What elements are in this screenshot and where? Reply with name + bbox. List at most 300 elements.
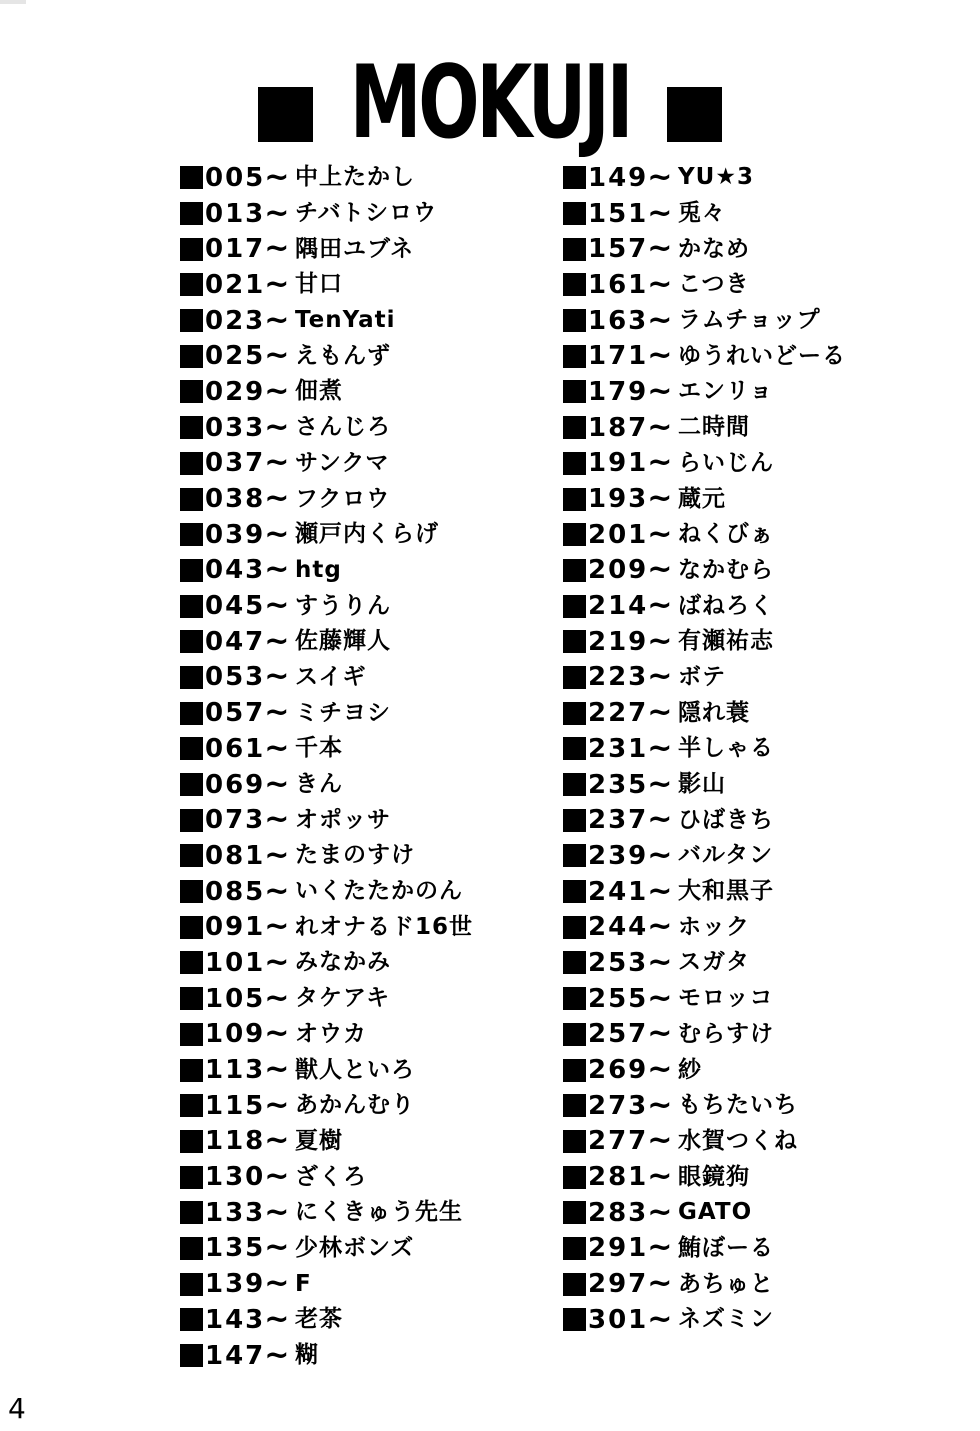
square-bullet-icon [563,238,586,261]
entry-start-page: 005 [205,162,266,193]
entry-start-page: 187 [588,412,649,443]
square-bullet-icon [563,1273,586,1296]
toc-column-left [180,160,473,1373]
entry-start-page: 033 [205,412,266,443]
entry-artist-name: いくたたかのん [295,878,463,905]
entry-artist-name: ひばきち [678,806,774,833]
entry-start-page: 061 [205,733,266,764]
toc-entry [180,624,473,660]
entry-page-range [180,445,295,481]
toc-entry [563,1159,846,1195]
entry-start-page: 013 [205,198,266,229]
entry-artist-name: 瀬戸内くらげ [295,521,439,548]
entry-artist-name: ボテ [678,663,726,690]
toc-entry [180,909,473,945]
entry-start-page: 069 [205,769,266,800]
entry-page-range [563,766,678,802]
entry-start-page: 113 [205,1055,266,1086]
entry-page-range [180,266,295,302]
entry-artist-name: オポッサ [295,806,391,833]
entry-start-page: 053 [205,662,266,693]
entry-start-page: 085 [205,876,266,907]
entry-artist-name: きん [295,771,343,798]
square-bullet-icon [180,1166,203,1189]
toc-entry [180,338,473,374]
entry-artist-name: エンリョ [678,378,774,405]
entry-artist-name: にくきゅう先生 [295,1199,463,1226]
entry-artist-name: さんじろ [295,414,391,441]
square-bullet-icon [563,987,586,1010]
toc-entry [180,374,473,410]
entry-start-page: 283 [588,1197,649,1228]
entry-page-range [180,659,295,695]
entry-range-tilde: ~ [647,588,673,624]
toc-column-right [563,160,846,1338]
square-bullet-icon [563,202,586,225]
square-bullet-icon [180,202,203,225]
square-bullet-icon [563,916,586,939]
square-bullet-icon [180,273,203,296]
entry-range-tilde: ~ [647,802,673,838]
entry-range-tilde: ~ [264,873,290,909]
toc-entry [563,446,846,482]
entry-artist-name: 影山 [678,771,726,798]
entry-page-range [180,373,295,409]
entry-artist-name: えもんず [295,342,391,369]
entry-range-tilde: ~ [647,195,673,231]
square-bullet-icon [180,666,203,689]
entry-start-page: 269 [588,1055,649,1086]
entry-page-range [563,909,678,945]
toc-entry [180,160,473,196]
entry-artist-name: タケアキ [295,985,391,1012]
entry-range-tilde: ~ [647,445,673,481]
toc-entry [563,410,846,446]
entry-page-range [563,1159,678,1195]
entry-page-range [563,481,678,517]
entry-page-range [563,266,678,302]
entry-page-range [563,695,678,731]
toc-entry [563,624,846,660]
square-bullet-icon [180,309,203,332]
entry-page-range [180,1087,295,1123]
entry-start-page: 039 [205,519,266,550]
toc-entry [563,802,846,838]
entry-artist-name: TenYati [295,307,396,334]
entry-artist-name: 兎々 [678,200,726,227]
entry-range-tilde: ~ [264,552,290,588]
square-bullet-icon [180,380,203,403]
entry-start-page: 244 [588,912,649,943]
entry-range-tilde: ~ [647,1301,673,1337]
entry-range-tilde: ~ [647,1016,673,1052]
entry-start-page: 231 [588,733,649,764]
entry-page-range [180,873,295,909]
toc-entry [563,1017,846,1053]
entry-start-page: 043 [205,555,266,586]
entry-page-range [180,302,295,338]
square-bullet-icon [180,951,203,974]
toc-entry [563,1231,846,1267]
toc-entry [563,660,846,696]
entry-range-tilde: ~ [264,766,290,802]
entry-start-page: 219 [588,626,649,657]
entry-range-tilde: ~ [264,802,290,838]
square-bullet-icon [180,916,203,939]
entry-page-range [180,1301,295,1337]
entry-artist-name: フクロウ [295,485,391,512]
entry-page-range [563,1087,678,1123]
entry-artist-name: ねくびぁ [678,521,774,548]
square-bullet-icon [563,1059,586,1082]
entry-range-tilde: ~ [647,516,673,552]
toc-entry [180,802,473,838]
entry-start-page: 101 [205,947,266,978]
entry-artist-name: スガタ [678,949,750,976]
entry-artist-name: 老茶 [295,1306,343,1333]
square-bullet-icon [563,809,586,832]
entry-artist-name: 蔵元 [678,485,726,512]
square-bullet-icon [563,452,586,475]
entry-artist-name: オウカ [295,1020,367,1047]
toc-entry [180,267,473,303]
entry-range-tilde: ~ [647,944,673,980]
entry-page-range [563,231,678,267]
toc-entry [180,517,473,553]
square-bullet-icon [563,666,586,689]
entry-range-tilde: ~ [264,837,290,873]
entry-range-tilde: ~ [264,659,290,695]
entry-artist-name: 鮪ぼーる [678,1234,774,1261]
entry-start-page: 081 [205,840,266,871]
entry-page-range [563,944,678,980]
entry-range-tilde: ~ [647,873,673,909]
square-bullet-icon [180,1273,203,1296]
entry-page-range [180,730,295,766]
square-bullet-icon [180,844,203,867]
entry-page-range [180,695,295,731]
entry-range-tilde: ~ [264,980,290,1016]
entry-artist-name: F [295,1270,312,1297]
entry-range-tilde: ~ [264,1159,290,1195]
entry-start-page: 163 [588,305,649,336]
entry-start-page: 237 [588,805,649,836]
entry-range-tilde: ~ [264,445,290,481]
square-bullet-icon [563,595,586,618]
entry-artist-name: 中上たかし [295,164,415,191]
entry-page-range [180,588,295,624]
entry-artist-name: 二時間 [678,414,750,441]
toc-entry [180,1231,473,1267]
entry-page-range [563,445,678,481]
toc-entry [180,1266,473,1302]
entry-start-page: 017 [205,234,266,265]
entry-start-page: 118 [205,1126,266,1157]
square-bullet-icon [563,1130,586,1153]
entry-start-page: 193 [588,484,649,515]
toc-entry [563,695,846,731]
square-bullet-icon [563,1201,586,1224]
toc-entry [180,1052,473,1088]
entry-page-range [563,338,678,374]
toc-entry [180,588,473,624]
entry-range-tilde: ~ [264,1087,290,1123]
toc-entry [180,481,473,517]
toc-entry [563,338,846,374]
toc-entry [180,1159,473,1195]
entry-range-tilde: ~ [264,1194,290,1230]
entry-artist-name: 少林ボンズ [295,1234,415,1261]
entry-range-tilde: ~ [647,338,673,374]
entry-page-range [563,1230,678,1266]
entry-range-tilde: ~ [264,1123,290,1159]
entry-page-range [563,516,678,552]
entry-start-page: 179 [588,376,649,407]
toc-entry [180,1017,473,1053]
square-bullet-icon [563,951,586,974]
entry-page-range [563,1194,678,1230]
square-bullet-icon [563,1166,586,1189]
toc-entry [563,231,846,267]
page-number: 4 [8,1392,26,1425]
entry-start-page: 273 [588,1090,649,1121]
entry-range-tilde: ~ [264,944,290,980]
page-title-text: MOKUJI [349,43,631,161]
entry-start-page: 214 [588,591,649,622]
entry-artist-name: ばねろく [678,592,774,619]
entry-page-range [180,195,295,231]
entry-artist-name: たまのすけ [295,842,415,869]
toc-entry [563,1266,846,1302]
entry-start-page: 157 [588,234,649,265]
toc-entry [180,410,473,446]
entry-range-tilde: ~ [647,659,673,695]
entry-page-range [180,231,295,267]
entry-artist-name: なかむら [678,556,774,583]
entry-artist-name: バルタン [678,842,774,869]
toc-entry [180,1195,473,1231]
entry-artist-name: 眼鏡狗 [678,1163,750,1190]
square-bullet-icon [180,488,203,511]
entry-start-page: 255 [588,983,649,1014]
entry-artist-name: あちゅと [678,1270,774,1297]
entry-start-page: 291 [588,1233,649,1264]
square-bullet-icon [563,844,586,867]
square-bullet-icon [180,416,203,439]
toc-entry [180,553,473,589]
entry-start-page: 257 [588,1019,649,1050]
entry-start-page: 147 [205,1340,266,1371]
toc-entry [563,1088,846,1124]
entry-page-range [180,1337,295,1373]
toc-entry [563,981,846,1017]
entry-range-tilde: ~ [264,231,290,267]
square-bullet-icon [180,630,203,653]
entry-range-tilde: ~ [647,730,673,766]
entry-page-range [180,338,295,374]
square-bullet-icon [180,880,203,903]
entry-range-tilde: ~ [647,266,673,302]
square-bullet-icon [180,702,203,725]
entry-page-range [180,409,295,445]
entry-range-tilde: ~ [647,302,673,338]
entry-start-page: 091 [205,912,266,943]
entry-range-tilde: ~ [647,837,673,873]
entry-page-range [180,159,295,195]
entry-artist-name: もちたいち [678,1092,798,1119]
entry-start-page: 241 [588,876,649,907]
scan-smudge [0,0,26,4]
toc-entry [563,374,846,410]
entry-range-tilde: ~ [647,552,673,588]
toc-entry [180,767,473,803]
entry-start-page: 239 [588,840,649,871]
toc-entry [180,446,473,482]
entry-range-tilde: ~ [647,231,673,267]
entry-start-page: 057 [205,698,266,729]
toc-entry [180,303,473,339]
entry-page-range [563,409,678,445]
entry-page-range [563,873,678,909]
toc-entry [563,588,846,624]
entry-page-range [563,980,678,1016]
entry-page-range [563,195,678,231]
entry-range-tilde: ~ [264,409,290,445]
entry-page-range [180,1052,295,1088]
toc-entry [563,517,846,553]
entry-artist-name: かなめ [678,235,750,262]
entry-page-range [180,802,295,838]
entry-page-range [180,1194,295,1230]
entry-page-range [180,1159,295,1195]
black-square-icon [258,87,313,142]
entry-range-tilde: ~ [264,1266,290,1302]
toc-entry [180,1302,473,1338]
entry-start-page: 038 [205,484,266,515]
toc-entry [180,1338,473,1374]
entry-artist-name: 有瀬祐志 [678,628,774,655]
square-bullet-icon [180,773,203,796]
entry-page-range [563,552,678,588]
entry-page-range [180,944,295,980]
entry-page-range [180,552,295,588]
square-bullet-icon [563,737,586,760]
toc-entry [180,945,473,981]
toc-entry [180,981,473,1017]
entry-start-page: 277 [588,1126,649,1157]
square-bullet-icon [180,166,203,189]
square-bullet-icon [180,523,203,546]
entry-start-page: 037 [205,448,266,479]
entry-start-page: 149 [588,162,649,193]
entry-range-tilde: ~ [264,481,290,517]
entry-artist-name: モロッコ [678,985,774,1012]
entry-page-range [563,159,678,195]
toc-entry [180,196,473,232]
square-bullet-icon [180,1094,203,1117]
square-bullet-icon [563,1023,586,1046]
entry-page-range [180,837,295,873]
toc-entry [563,1195,846,1231]
entry-start-page: 209 [588,555,649,586]
entry-page-range [563,730,678,766]
entry-start-page: 115 [205,1090,266,1121]
toc-entry [180,1088,473,1124]
entry-artist-name: ネズミン [678,1306,774,1333]
toc-entry [563,731,846,767]
entry-range-tilde: ~ [647,1159,673,1195]
entry-start-page: 109 [205,1019,266,1050]
entry-start-page: 025 [205,341,266,372]
entry-range-tilde: ~ [264,909,290,945]
entry-page-range [180,1230,295,1266]
entry-artist-name: 佃煮 [295,378,343,405]
square-bullet-icon [180,737,203,760]
toc-entry [563,874,846,910]
entry-artist-name: 佐藤輝人 [295,628,391,655]
entry-page-range [563,1266,678,1302]
entry-start-page: 047 [205,626,266,657]
entry-artist-name: らいじん [678,449,774,476]
entry-range-tilde: ~ [264,302,290,338]
entry-artist-name: 大和黒子 [678,878,774,905]
entry-start-page: 281 [588,1162,649,1193]
entry-range-tilde: ~ [264,373,290,409]
entry-start-page: 161 [588,269,649,300]
entry-artist-name: 紗 [678,1056,702,1083]
entry-range-tilde: ~ [264,1016,290,1052]
toc-entry [563,267,846,303]
entry-page-range [563,623,678,659]
toc-entry [563,945,846,981]
entry-artist-name: 水賀つくね [678,1127,798,1154]
square-bullet-icon [180,1201,203,1224]
toc-entry [563,1302,846,1338]
black-square-icon [667,87,722,142]
toc-entry [180,695,473,731]
entry-range-tilde: ~ [264,266,290,302]
toc-entry [563,1124,846,1160]
entry-start-page: 073 [205,805,266,836]
entry-start-page: 223 [588,662,649,693]
entry-start-page: 201 [588,519,649,550]
entry-artist-name: こつき [678,271,750,298]
entry-start-page: 105 [205,983,266,1014]
toc-entry [180,660,473,696]
entry-range-tilde: ~ [647,1194,673,1230]
entry-range-tilde: ~ [647,1052,673,1088]
entry-artist-name: 獣人といろ [295,1056,415,1083]
entry-page-range [563,802,678,838]
entry-artist-name: 夏樹 [295,1127,343,1154]
toc-entry [180,231,473,267]
entry-artist-name: あかんむり [295,1092,415,1119]
entry-start-page: 045 [205,591,266,622]
entry-range-tilde: ~ [647,909,673,945]
square-bullet-icon [180,987,203,1010]
entry-artist-name: サンクマ [295,449,390,476]
entry-artist-name: チバトシロウ [295,200,438,227]
toc-entry [180,731,473,767]
entry-range-tilde: ~ [647,1230,673,1266]
square-bullet-icon [563,523,586,546]
entry-range-tilde: ~ [264,730,290,766]
entry-range-tilde: ~ [264,1052,290,1088]
entry-range-tilde: ~ [647,1266,673,1302]
square-bullet-icon [180,809,203,832]
square-bullet-icon [563,1094,586,1117]
entry-artist-name: 隅田ユブネ [295,235,415,262]
